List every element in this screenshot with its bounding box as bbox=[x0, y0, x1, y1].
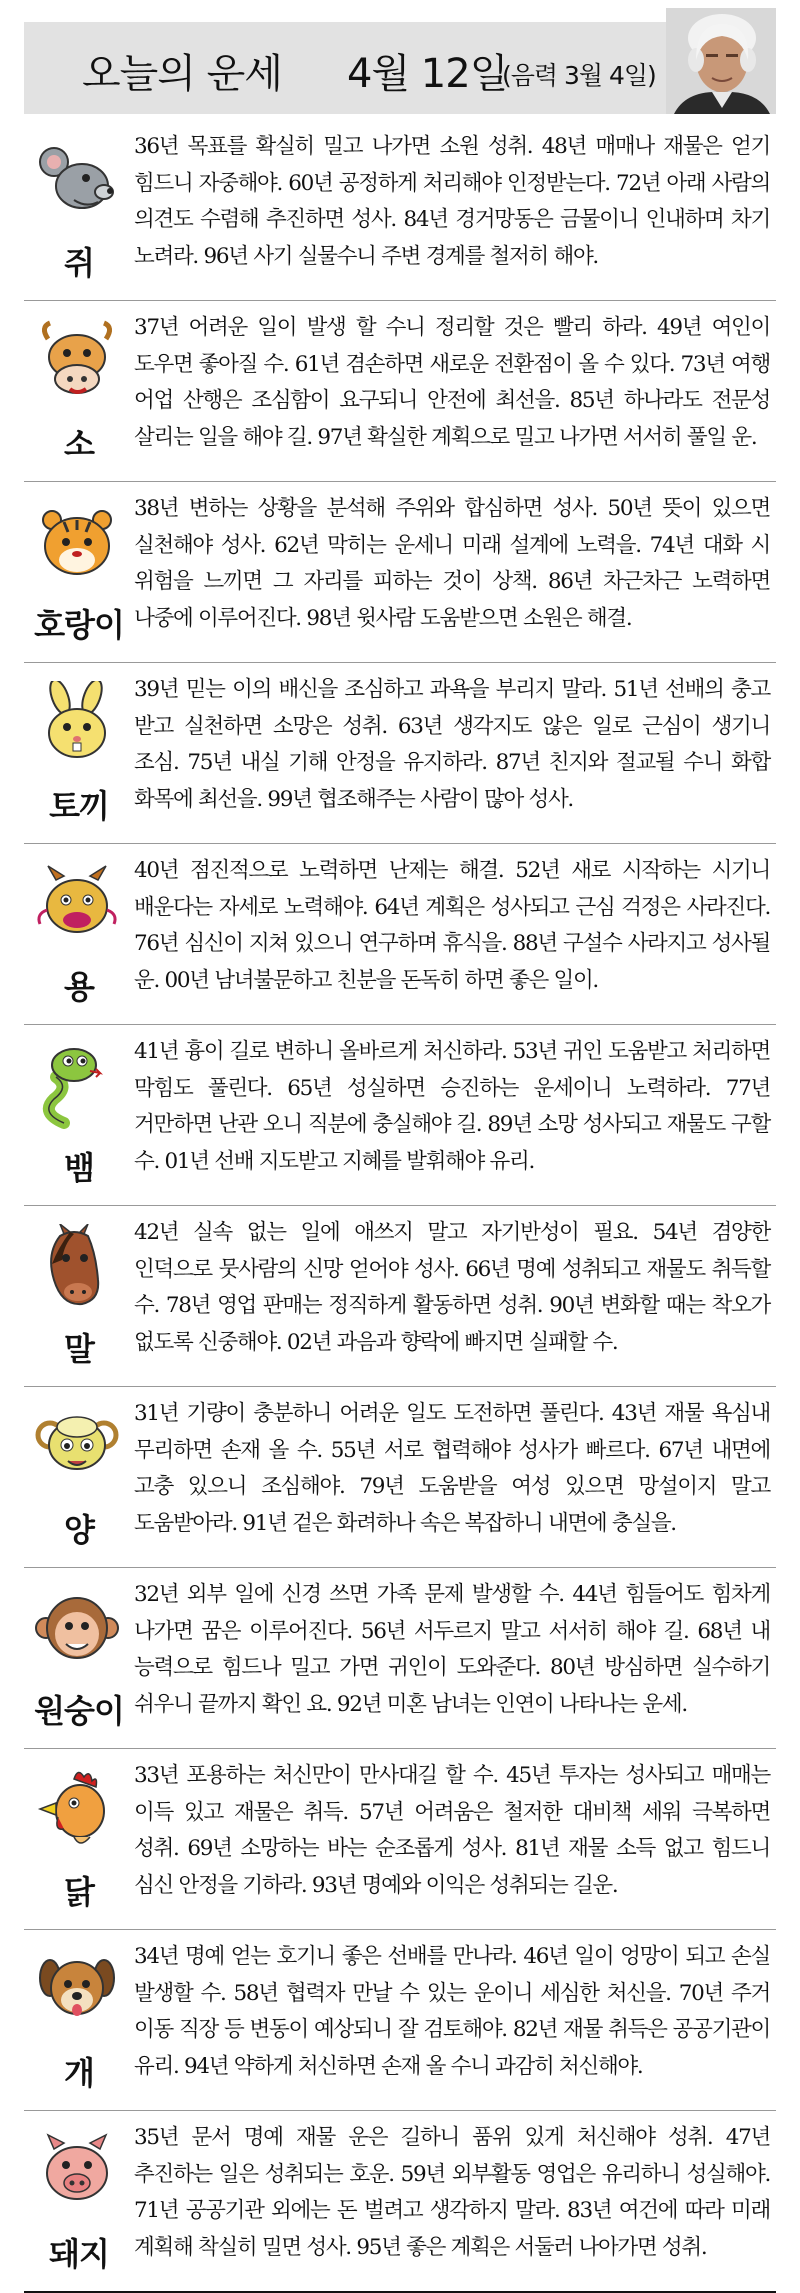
snake-icon bbox=[34, 1043, 120, 1129]
fortune-text: 40년 점진적으로 노력하면 난제는 해결. 52년 새로 시작하는 시기니 배운다는 자세로 노력해야. 64년 계획은 성사되고 근심 걱정은 사라진다. 76년 심신이 지쳐 있으니 연구하며 휴식을. 88년 구설수 사라지고 성사될 운. 00년 남녀불문하고 친분을 돈독히 하면 좋은 일이. bbox=[134, 858, 770, 993]
animal-name: 쥐 bbox=[64, 244, 94, 282]
fortune-row-monkey bbox=[24, 1568, 776, 1749]
animal-name: 토끼 bbox=[49, 787, 109, 825]
fortune-row-sheep bbox=[24, 1387, 776, 1568]
animal-name: 개 bbox=[64, 2054, 94, 2092]
animal-name: 닭 bbox=[64, 1873, 94, 1911]
fortune-row-dog bbox=[24, 1930, 776, 2111]
fortune-row-tiger bbox=[24, 482, 776, 663]
rooster-icon bbox=[34, 1767, 120, 1853]
author-portrait bbox=[666, 8, 776, 114]
animal-name: 돼지 bbox=[49, 2235, 109, 2273]
animal-name: 말 bbox=[64, 1330, 94, 1368]
fortune-row-rooster bbox=[24, 1749, 776, 1930]
animal-name: 소 bbox=[64, 425, 94, 463]
fortune-text: 33년 포용하는 처신만이 만사대길 할 수. 45년 투자는 성사되고 매매는 이득 있고 재물은 취득. 57년 어려움은 철저한 대비책 세워 극복하면 성취. 69년 소망하는 바는 순조롭게 성사. 81년 재물 소득 없고 힘드니 심신 안정을 기하라. 93년 명예와 이익은 성취되는 길운. bbox=[134, 1763, 770, 1898]
ox-icon bbox=[34, 319, 120, 405]
horse-icon bbox=[34, 1224, 120, 1310]
dog-icon bbox=[34, 1948, 120, 2034]
fortune-text: 42년 실속 없는 일에 애쓰지 말고 자기반성이 필요. 54년 겸양한 인덕으로 뭇사람의 신망 얻어야 성사. 66년 명예 성취되고 재물도 취득할 수. 78년 영업 판매는 정직하게 활동하면 성취. 90년 변화할 때는 착오가 없도록 신중해야. 02년 과음과 향락에 빠지면 실패할 수. bbox=[134, 1220, 770, 1355]
fortune-text: 36년 목표를 확실히 밀고 나가면 소원 성취. 48년 매매나 재물은 얻기 힘드니 자중해야. 60년 공정하게 처리해야 인정받는다. 72년 아래 사람의 의견도 수렴해 추진하면 성사. 84년 경거망동은 금물이니 인내하며 차기 노려라. 96년 사기 실물수니 주변 경계를 철저히 해야. bbox=[134, 134, 770, 269]
animal-name: 양 bbox=[64, 1511, 94, 1549]
fortune-text: 34년 명예 얻는 호기니 좋은 선배를 만나라. 46년 일이 엉망이 되고 손실 발생할 수. 58년 협력자 만날 수 있는 운이니 세심한 처신을. 70년 주거 이동 직장 등 변동이 예상되니 잘 검토해야. 82년 재물 취득은 공공기관이 유리. 94년 약하게 처신하면 손재 올 수니 과감히 처신해야. bbox=[134, 1944, 770, 2079]
rat-icon bbox=[34, 138, 120, 224]
fortune-list bbox=[24, 120, 776, 2293]
fortune-row-rabbit bbox=[24, 663, 776, 844]
animal-name: 뱀 bbox=[64, 1149, 94, 1187]
fortune-text: 37년 어려운 일이 발생 할 수니 정리할 것은 빨리 하라. 49년 여인이 도우면 좋아질 수. 61년 겸손하면 새로운 전환점이 올 수 있다. 73년 여행 어업 산행은 조심함이 요구되니 안전에 최선을. 85년 하나라도 전문성 살리는 일을 해야 길. 97년 확실한 계획으로 밀고 나가면 서서히 풀일 운. bbox=[134, 315, 770, 450]
fortune-text: 41년 흉이 길로 변하니 올바르게 처신하라. 53년 귀인 도움받고 처리하면 막힘도 풀린다. 65년 성실하면 승진하는 운세이니 노력하라. 77년 거만하면 난관 오니 직분에 충실해야 길. 89년 소망 성사되고 재물도 구할 수. 01년 선배 지도받고 지혜를 발휘해야 유리. bbox=[134, 1039, 770, 1174]
pig-icon bbox=[34, 2129, 120, 2215]
date-label: 4월 12일 bbox=[347, 51, 508, 97]
fortune-row-rat bbox=[24, 120, 776, 301]
animal-name: 원숭이 bbox=[34, 1692, 124, 1730]
fortune-row-ox bbox=[24, 301, 776, 482]
monkey-icon bbox=[34, 1586, 120, 1672]
rabbit-icon bbox=[34, 681, 120, 767]
header-bar bbox=[24, 22, 776, 114]
fortune-row-horse bbox=[24, 1206, 776, 1387]
page-title: 오늘의 운세 bbox=[82, 51, 282, 97]
fortune-text: 39년 믿는 이의 배신을 조심하고 과욕을 부리지 말라. 51년 선배의 충고 받고 실천하면 소망은 성취. 63년 생각지도 않은 일로 근심이 생기니 조심. 75년 내실 기해 안정을 유지하라. 87년 친지와 절교될 수니 화합 화목에 최선을. 99년 협조해주는 사람이 많아 성사. bbox=[134, 677, 770, 812]
sheep-icon bbox=[34, 1405, 120, 1491]
fortune-text: 35년 문서 명예 재물 운은 길하니 품위 있게 처신해야 성취. 47년 추진하는 일은 성취되는 호운. 59년 외부활동 영업은 유리하니 성실해야. 71년 공공기관 외에는 돈 벌려고 생각하지 말라. 83년 여건에 따라 미래 계획해 착실히 밀면 성사. 95년 좋은 계획은 서둘러 나아가면 성취. bbox=[134, 2125, 770, 2260]
dragon-icon bbox=[34, 862, 120, 948]
fortune-text: 31년 기량이 충분하니 어려운 일도 도전하면 풀린다. 43년 재물 욕심내 무리하면 손재 올 수. 55년 서로 협력해야 성사가 빠르다. 67년 내면에 고충 있으니 조심해야. 79년 도움받을 여성 있으면 망설이지 말고 도움받아라. 91년 겉은 화려하나 속은 복잡하니 내면에 충실을. bbox=[134, 1401, 770, 1536]
fortune-row-snake bbox=[24, 1025, 776, 1206]
animal-name: 용 bbox=[64, 968, 94, 1006]
lunar-date-label: (음력 3월 4일) bbox=[502, 61, 656, 90]
animal-name: 호랑이 bbox=[34, 606, 124, 644]
tiger-icon bbox=[34, 500, 120, 586]
fortune-text: 32년 외부 일에 신경 쓰면 가족 문제 발생할 수. 44년 힘들어도 힘차게 나가면 꿈은 이루어진다. 56년 서두르지 말고 서서히 해야 길. 68년 내 능력으로 힘드나 밀고 가면 귀인이 도와준다. 80년 방심하면 실수하기 쉬우니 끝까지 확인 요. 92년 미혼 남녀는 인연이 나타나는 운세. bbox=[134, 1582, 770, 1717]
fortune-text: 38년 변하는 상황을 분석해 주위와 합심하면 성사. 50년 뜻이 있으면 실천해야 성사. 62년 막히는 운세니 미래 설계에 노력을. 74년 대화 시 위험을 느끼면 그 자리를 피하는 것이 상책. 86년 차근차근 노력하면 나중에 이루어진다. 98년 윗사람 도움받으면 소원은 해결. bbox=[134, 496, 770, 631]
fortune-row-dragon bbox=[24, 844, 776, 1025]
